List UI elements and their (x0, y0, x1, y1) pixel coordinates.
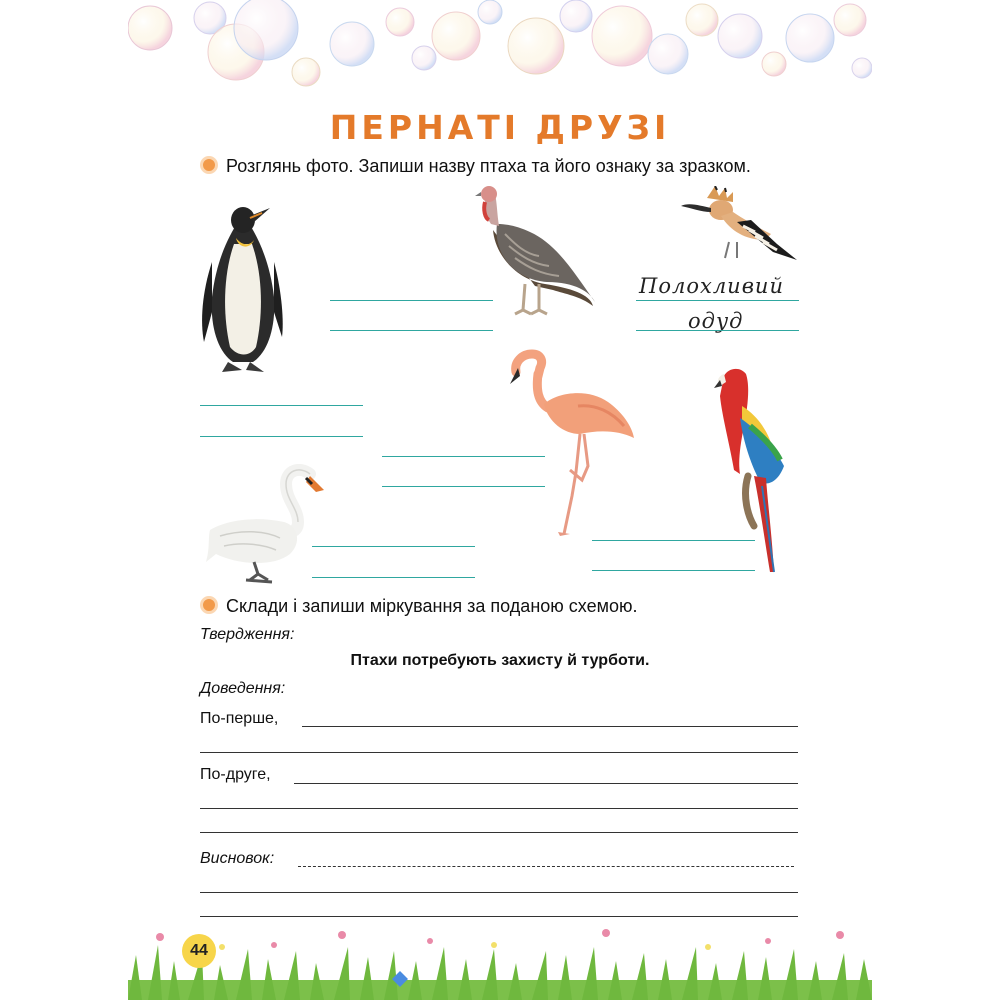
writing-line[interactable] (200, 892, 798, 893)
parrot-photo (714, 366, 798, 576)
workbook-page (128, 0, 872, 1000)
first-point-label: По-перше, (200, 710, 279, 727)
task-2-text: Склади і запиши міркування за поданою схемою. (226, 596, 638, 616)
sample-answer-line-2: одуд (688, 309, 744, 333)
statement-label: Твердження: (200, 626, 295, 643)
turkey-photo (475, 184, 597, 316)
page-title: ПЕРНАТІ ДРУЗІ (329, 108, 671, 147)
answer-line[interactable] (636, 330, 799, 331)
task-1-text: Розглянь фото. Запиши назву птаха та його ознаку за зразком. (226, 156, 751, 176)
answer-line[interactable] (330, 300, 493, 301)
answer-line[interactable] (382, 486, 545, 487)
statement-text: Птахи потребують захисту й турботи. (350, 652, 650, 669)
answer-line[interactable] (312, 577, 475, 578)
writing-line[interactable] (200, 752, 798, 753)
task-1-instruction (200, 156, 751, 177)
writing-line[interactable] (200, 832, 798, 833)
writing-line[interactable] (298, 866, 794, 867)
proof-label: Доведення: (200, 680, 286, 697)
sample-answer-line-1: Полохливий (639, 274, 784, 298)
bullet-icon (200, 156, 218, 174)
page-number: 44 (182, 934, 216, 968)
flamingo-photo (508, 346, 636, 538)
grass-decoration (128, 925, 872, 1000)
second-point-label: По-друге, (200, 766, 271, 783)
answer-line[interactable] (200, 436, 363, 437)
writing-line[interactable] (200, 808, 798, 809)
answer-line[interactable] (636, 300, 799, 301)
answer-line[interactable] (592, 540, 755, 541)
answer-line[interactable] (312, 546, 475, 547)
answer-line[interactable] (382, 456, 545, 457)
writing-line[interactable] (302, 726, 798, 727)
conclusion-label: Висновок: (200, 850, 275, 867)
answer-line[interactable] (330, 330, 493, 331)
answer-line[interactable] (200, 405, 363, 406)
penguin-photo (198, 202, 288, 374)
task-2-instruction (200, 596, 637, 617)
writing-line[interactable] (294, 783, 798, 784)
hoopoe-photo (681, 186, 797, 264)
bubbles-decoration (128, 0, 872, 95)
answer-line[interactable] (592, 570, 755, 571)
bullet-icon (200, 596, 218, 614)
writing-line[interactable] (200, 916, 798, 917)
swan-photo (206, 464, 330, 584)
